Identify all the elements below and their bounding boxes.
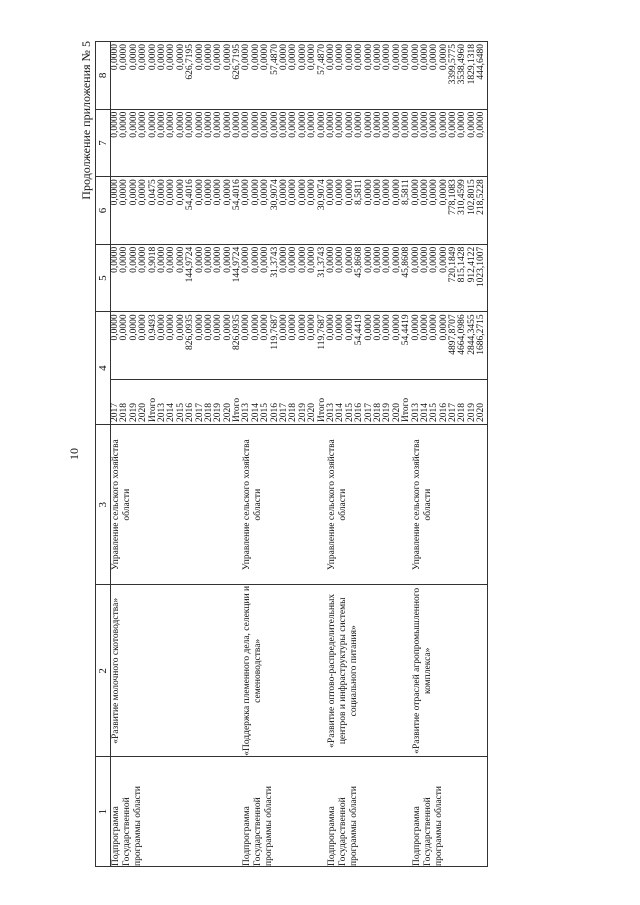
year-cell: 2015 bbox=[429, 402, 440, 422]
value-cell: 0,0000 bbox=[222, 179, 233, 206]
value-cell: 0,0000 bbox=[279, 246, 290, 273]
value-cell: 2844,3455 bbox=[466, 314, 477, 355]
value-cell: 0,0000 bbox=[138, 111, 149, 138]
value-cell: 912,4122 bbox=[466, 246, 477, 283]
value-cell: 0,0000 bbox=[363, 179, 374, 206]
value-cell: 0,0000 bbox=[138, 44, 149, 71]
table-row bbox=[242, 42, 327, 867]
year-cell: 2017 bbox=[194, 402, 205, 422]
value-cell: 0,0000 bbox=[410, 179, 421, 206]
value-cell: 0,0000 bbox=[213, 111, 224, 138]
value-list-c6 bbox=[327, 177, 412, 245]
value-cell: 0,0000 bbox=[213, 246, 224, 273]
value-cell: 0,0000 bbox=[391, 246, 402, 273]
year-cell: 2014 bbox=[250, 402, 261, 422]
year-cell: 2016 bbox=[269, 402, 280, 422]
value-cell: 0,0000 bbox=[156, 179, 167, 206]
value-cell: 0,0000 bbox=[260, 314, 271, 341]
value-cell: 0,0000 bbox=[382, 314, 393, 341]
value-cell: 0,0000 bbox=[429, 179, 440, 206]
value-cell: 0,0000 bbox=[213, 179, 224, 206]
value-cell: 0,0000 bbox=[297, 314, 308, 341]
value-cell: 0,0000 bbox=[128, 179, 139, 206]
year-cell: Итого bbox=[401, 397, 412, 422]
value-cell: 0,0000 bbox=[194, 44, 205, 71]
value-cell: 0,0000 bbox=[372, 44, 383, 71]
value-cell: 0,0000 bbox=[382, 111, 393, 138]
value-cell: 0,0000 bbox=[335, 246, 346, 273]
year-cell: 2019 bbox=[382, 402, 393, 422]
value-cell: 720,1849 bbox=[448, 246, 459, 283]
value-cell: 0,0000 bbox=[110, 314, 120, 341]
value-list-c7 bbox=[412, 109, 488, 177]
value-cell: 0,0000 bbox=[128, 246, 139, 273]
value-cell: 0,0000 bbox=[335, 179, 346, 206]
value-list-c8 bbox=[111, 42, 243, 110]
page-number: 10 bbox=[67, 448, 81, 460]
value-cell: 31,3743 bbox=[316, 246, 327, 278]
value-cell: 0,0000 bbox=[203, 314, 214, 341]
budget-table bbox=[95, 41, 488, 867]
value-cell: 0,0000 bbox=[241, 44, 252, 71]
executor: Управление сельского хозяйства области bbox=[111, 424, 243, 584]
value-cell: 0,0000 bbox=[391, 314, 402, 341]
value-cell: 0,0000 bbox=[260, 111, 271, 138]
value-cell: 0,0000 bbox=[344, 179, 355, 206]
subprogram-name: «Развитие отраслей агропромышленного комплекса» bbox=[412, 585, 488, 757]
value-cell: 0,0000 bbox=[110, 111, 120, 138]
year-list bbox=[242, 379, 327, 424]
year-cell: 2016 bbox=[354, 402, 365, 422]
subprogram-type: Подпрограмма Государственной программы области bbox=[327, 757, 412, 867]
value-cell: 0,0000 bbox=[325, 314, 336, 341]
value-cell: 3399,5775 bbox=[448, 44, 459, 85]
value-cell: 0,0000 bbox=[250, 111, 261, 138]
value-cell: 119,7687 bbox=[269, 314, 280, 350]
value-list-c8 bbox=[242, 42, 327, 110]
value-cell: 0,0000 bbox=[250, 246, 261, 273]
value-cell: 0,9018 bbox=[147, 246, 158, 273]
year-cell: 2014 bbox=[166, 402, 177, 422]
year-cell: 2016 bbox=[438, 402, 449, 422]
table-row bbox=[412, 42, 488, 867]
value-cell: 0,0000 bbox=[213, 314, 224, 341]
value-cell: 0,0000 bbox=[241, 246, 252, 273]
subprogram-name: «Развитие молочного скотоводства» bbox=[111, 585, 243, 757]
value-cell: 45,8608 bbox=[354, 246, 365, 278]
value-list-c5 bbox=[327, 244, 412, 312]
value-cell: 0,0000 bbox=[222, 111, 233, 138]
value-cell: 1686,2715 bbox=[476, 314, 487, 355]
value-cell: 0,0000 bbox=[194, 314, 205, 341]
value-cell: 0,0000 bbox=[429, 111, 440, 138]
value-cell: 0,0000 bbox=[119, 246, 130, 273]
value-cell: 0,0000 bbox=[250, 179, 261, 206]
value-cell: 0,0000 bbox=[156, 246, 167, 273]
value-cell: 0,0000 bbox=[138, 314, 149, 341]
value-list-c4 bbox=[242, 312, 327, 380]
value-cell: 0,9493 bbox=[147, 314, 158, 341]
value-cell: 0,0000 bbox=[363, 44, 374, 71]
value-cell: 0,0000 bbox=[138, 246, 149, 273]
value-cell: 144,9724 bbox=[232, 246, 243, 283]
value-cell: 0,0000 bbox=[363, 246, 374, 273]
value-cell: 0,0000 bbox=[138, 179, 149, 206]
value-cell: 0,0000 bbox=[213, 44, 224, 71]
value-cell: 0,0000 bbox=[316, 111, 327, 138]
value-cell: 0,0000 bbox=[185, 111, 196, 138]
value-cell: 0,0000 bbox=[110, 246, 120, 273]
value-cell: 0,0000 bbox=[194, 179, 205, 206]
value-cell: 0,0000 bbox=[382, 44, 393, 71]
value-cell: 0,0000 bbox=[166, 111, 177, 138]
value-cell: 444,6480 bbox=[476, 44, 487, 80]
value-cell: 778,1083 bbox=[448, 179, 459, 215]
year-cell: 2016 bbox=[185, 402, 196, 422]
value-cell: 0,0000 bbox=[419, 314, 430, 341]
value-cell: 0,0000 bbox=[354, 111, 365, 138]
value-cell: 0,0000 bbox=[429, 44, 440, 71]
value-cell: 0,0000 bbox=[354, 44, 365, 71]
value-cell: 0,0000 bbox=[307, 111, 318, 138]
header-col-4: 4 bbox=[96, 312, 111, 425]
value-cell: 626,7195 bbox=[185, 44, 196, 80]
year-list bbox=[111, 379, 243, 424]
value-cell: 0,0000 bbox=[382, 246, 393, 273]
value-list-c8 bbox=[327, 42, 412, 110]
value-cell: 0,0000 bbox=[410, 44, 421, 71]
value-cell: 0,0000 bbox=[128, 44, 139, 71]
year-list bbox=[327, 379, 412, 424]
value-cell: 57,4870 bbox=[269, 44, 280, 75]
value-cell: 0,0000 bbox=[166, 44, 177, 71]
value-cell: 0,0000 bbox=[307, 179, 318, 206]
value-cell: 0,0000 bbox=[250, 314, 261, 341]
year-cell: 2019 bbox=[466, 402, 477, 422]
value-cell: 0,0000 bbox=[419, 44, 430, 71]
year-cell: Итого bbox=[232, 397, 243, 422]
value-cell: 0,0000 bbox=[203, 111, 214, 138]
year-cell: 2018 bbox=[119, 402, 130, 422]
value-cell: 0,0000 bbox=[279, 314, 290, 341]
value-list-c6 bbox=[111, 177, 243, 245]
executor: Управление сельского хозяйства области bbox=[327, 424, 412, 584]
value-cell: 0,0000 bbox=[128, 111, 139, 138]
value-cell: 0,0000 bbox=[438, 246, 449, 273]
value-cell: 0,0000 bbox=[194, 111, 205, 138]
year-cell: 2013 bbox=[325, 402, 336, 422]
value-cell: 0,0000 bbox=[297, 246, 308, 273]
value-cell: 1023,1007 bbox=[476, 246, 487, 288]
value-cell: 0,0000 bbox=[363, 314, 374, 341]
value-cell: 0,0000 bbox=[419, 111, 430, 138]
value-cell: 0,0000 bbox=[391, 44, 402, 71]
value-cell: 0,0000 bbox=[175, 44, 186, 71]
value-cell: 0,0000 bbox=[110, 44, 120, 71]
value-list-c6 bbox=[242, 177, 327, 245]
value-cell: 0,0000 bbox=[119, 314, 130, 341]
value-cell: 0,0000 bbox=[110, 179, 120, 206]
value-cell: 0,0000 bbox=[391, 179, 402, 206]
value-cell: 0,0000 bbox=[203, 246, 214, 273]
value-cell: 0,0000 bbox=[335, 44, 346, 71]
value-cell: 0,0000 bbox=[382, 179, 393, 206]
year-cell: 2020 bbox=[307, 402, 318, 422]
value-list-c4 bbox=[111, 312, 243, 380]
year-cell: 2017 bbox=[279, 402, 290, 422]
value-cell: 0,0000 bbox=[241, 179, 252, 206]
year-cell: 2020 bbox=[476, 402, 487, 422]
value-cell: 0,0000 bbox=[119, 111, 130, 138]
value-cell: 0,0000 bbox=[241, 111, 252, 138]
value-cell: 0,0000 bbox=[260, 246, 271, 273]
value-cell: 0,0000 bbox=[372, 246, 383, 273]
value-cell: 626,7195 bbox=[232, 44, 243, 80]
value-cell: 45,8608 bbox=[401, 246, 412, 278]
value-cell: 0,0000 bbox=[250, 44, 261, 71]
value-cell: 0,0000 bbox=[222, 44, 233, 71]
year-cell: Итого bbox=[147, 397, 158, 422]
year-cell: 2015 bbox=[175, 402, 186, 422]
value-cell: 4897,8707 bbox=[448, 314, 459, 355]
header-col-5: 5 bbox=[96, 244, 111, 312]
value-cell: 0,0475 bbox=[147, 179, 158, 206]
year-cell: 2015 bbox=[344, 402, 355, 422]
value-cell: 0,0000 bbox=[372, 111, 383, 138]
year-list bbox=[412, 379, 488, 424]
value-cell: 0,0000 bbox=[166, 314, 177, 341]
value-cell: 0,0000 bbox=[344, 44, 355, 71]
year-cell: 2019 bbox=[213, 402, 224, 422]
value-cell: 0,0000 bbox=[372, 314, 383, 341]
header-row bbox=[96, 42, 111, 867]
value-cell: 0,0000 bbox=[222, 246, 233, 273]
value-cell: 0,0000 bbox=[175, 179, 186, 206]
value-list-c5 bbox=[111, 244, 243, 312]
value-cell: 0,0000 bbox=[325, 44, 336, 71]
value-cell: 0,0000 bbox=[344, 111, 355, 138]
header-col-6: 6 bbox=[96, 177, 111, 245]
subprogram-name: «Развитие оптово-распределительных центров и инфраструктуры системы социального питания» bbox=[327, 585, 412, 757]
value-cell: 0,0000 bbox=[297, 111, 308, 138]
value-cell: 119,7687 bbox=[316, 314, 327, 350]
value-list-c7 bbox=[327, 109, 412, 177]
table-row bbox=[327, 42, 412, 867]
value-cell: 0,0000 bbox=[401, 111, 412, 138]
rotated-table-sheet bbox=[65, 41, 573, 867]
value-cell: 0,0000 bbox=[438, 44, 449, 71]
subprogram-type: Подпрограмма Государственной программы области bbox=[412, 757, 488, 867]
value-list-c5 bbox=[242, 244, 327, 312]
year-cell: 2013 bbox=[241, 402, 252, 422]
year-cell: 2019 bbox=[128, 402, 139, 422]
year-cell: 2019 bbox=[297, 402, 308, 422]
value-cell: 0,0000 bbox=[438, 111, 449, 138]
subprogram-type: Подпрограмма Государственной программы области bbox=[111, 757, 243, 867]
table-body bbox=[111, 42, 488, 867]
executor: Управление сельского хозяйства области bbox=[242, 424, 327, 584]
value-cell: 0,0000 bbox=[410, 111, 421, 138]
header-col-7: 7 bbox=[96, 109, 111, 177]
subprogram-type: Подпрограмма Государственной программы области bbox=[242, 757, 327, 867]
value-cell: 0,0000 bbox=[175, 314, 186, 341]
value-cell: 0,0000 bbox=[344, 246, 355, 273]
value-cell: 102,8015 bbox=[466, 179, 477, 215]
value-cell: 57,4870 bbox=[316, 44, 327, 75]
value-cell: 0,0000 bbox=[325, 111, 336, 138]
value-cell: 0,0000 bbox=[119, 179, 130, 206]
value-cell: 0,0000 bbox=[419, 246, 430, 273]
year-cell: 2013 bbox=[156, 402, 167, 422]
value-cell: 8,5811 bbox=[401, 179, 412, 206]
value-cell: 0,0000 bbox=[410, 246, 421, 273]
year-cell: 2020 bbox=[138, 402, 149, 422]
header-col-2: 2 bbox=[96, 585, 111, 757]
value-list-c8 bbox=[412, 42, 488, 110]
value-cell: 218,5228 bbox=[476, 179, 487, 215]
value-cell: 54,4016 bbox=[232, 179, 243, 211]
value-cell: 0,0000 bbox=[363, 111, 374, 138]
value-cell: 0,0000 bbox=[279, 44, 290, 71]
value-list-c6 bbox=[412, 177, 488, 245]
value-cell: 0,0000 bbox=[410, 314, 421, 341]
value-cell: 0,0000 bbox=[288, 246, 299, 273]
value-cell: 0,0000 bbox=[466, 111, 477, 138]
value-cell: 0,0000 bbox=[438, 179, 449, 206]
value-cell: 0,0000 bbox=[166, 179, 177, 206]
year-cell: 2013 bbox=[410, 402, 421, 422]
value-cell: 30,9074 bbox=[269, 179, 280, 211]
value-cell: 0,0000 bbox=[344, 314, 355, 341]
year-cell: 2018 bbox=[288, 402, 299, 422]
value-cell: 0,0000 bbox=[232, 111, 243, 138]
value-cell: 0,0000 bbox=[325, 179, 336, 206]
value-cell: 0,0000 bbox=[429, 314, 440, 341]
executor: Управление сельского хозяйства области bbox=[412, 424, 488, 584]
value-cell: 30,9074 bbox=[316, 179, 327, 211]
value-cell: 0,0000 bbox=[288, 314, 299, 341]
value-cell: 0,0000 bbox=[325, 246, 336, 273]
value-cell: 1829,1318 bbox=[466, 44, 477, 85]
value-cell: 0,0000 bbox=[288, 44, 299, 71]
table-row bbox=[111, 42, 243, 867]
value-cell: 144,9724 bbox=[185, 246, 196, 283]
value-cell: 0,0000 bbox=[476, 111, 487, 138]
value-cell: 31,3743 bbox=[269, 246, 280, 278]
value-list-c7 bbox=[242, 109, 327, 177]
value-cell: 4664,0986 bbox=[457, 314, 468, 355]
year-cell: 2017 bbox=[110, 402, 120, 422]
value-cell: 0,0000 bbox=[401, 44, 412, 71]
year-cell: 2017 bbox=[363, 402, 374, 422]
value-cell: 0,0000 bbox=[419, 179, 430, 206]
continuation-label: Продолжение приложения № 5 bbox=[79, 41, 93, 200]
value-cell: 0,0000 bbox=[288, 179, 299, 206]
year-cell: 2018 bbox=[457, 402, 468, 422]
year-cell: 2018 bbox=[203, 402, 214, 422]
value-cell: 0,0000 bbox=[335, 314, 346, 341]
value-cell: 54,4419 bbox=[401, 314, 412, 346]
value-cell: 54,4016 bbox=[185, 179, 196, 211]
value-cell: 3538,4960 bbox=[457, 44, 468, 85]
header-col-1: 1 bbox=[96, 757, 111, 867]
header-col-8: 8 bbox=[96, 42, 111, 110]
value-cell: 0,0000 bbox=[203, 44, 214, 71]
value-cell: 0,0000 bbox=[175, 111, 186, 138]
value-cell: 815,1428 bbox=[457, 246, 468, 283]
subprogram-name: «Поддержка племенного дела, селекции и семеноводства» bbox=[242, 585, 327, 757]
value-cell: 826,0935 bbox=[232, 314, 243, 350]
value-cell: 0,0000 bbox=[241, 314, 252, 341]
value-cell: 0,0000 bbox=[166, 246, 177, 273]
value-cell: 0,0000 bbox=[279, 179, 290, 206]
year-cell: 2014 bbox=[335, 402, 346, 422]
value-cell: 0,0000 bbox=[307, 246, 318, 273]
year-cell: 2018 bbox=[372, 402, 383, 422]
value-cell: 54,4419 bbox=[354, 314, 365, 346]
value-cell: 310,4599 bbox=[457, 179, 468, 215]
year-cell: 2020 bbox=[222, 402, 233, 422]
value-cell: 0,0000 bbox=[297, 44, 308, 71]
value-cell: 0,0000 bbox=[260, 179, 271, 206]
value-cell: 0,0000 bbox=[156, 44, 167, 71]
value-list-c4 bbox=[412, 312, 488, 380]
value-cell: 0,0000 bbox=[269, 111, 280, 138]
value-cell: 0,0000 bbox=[203, 179, 214, 206]
value-cell: 0,0000 bbox=[288, 111, 299, 138]
value-cell: 0,0000 bbox=[260, 44, 271, 71]
value-cell: 0,0000 bbox=[119, 44, 130, 71]
value-cell: 0,0000 bbox=[297, 179, 308, 206]
year-cell: 2014 bbox=[419, 402, 430, 422]
year-cell: 2017 bbox=[448, 402, 459, 422]
value-cell: 0,0000 bbox=[307, 314, 318, 341]
value-cell: 0,0000 bbox=[372, 179, 383, 206]
value-cell: 0,0000 bbox=[335, 111, 346, 138]
year-cell: 2020 bbox=[391, 402, 402, 422]
value-cell: 0,0000 bbox=[307, 44, 318, 71]
value-cell: 8,5811 bbox=[354, 179, 365, 206]
header-col-3: 3 bbox=[96, 424, 111, 584]
value-cell: 826,0935 bbox=[185, 314, 196, 350]
value-cell: 0,0000 bbox=[194, 246, 205, 273]
value-cell: 0,0000 bbox=[391, 111, 402, 138]
value-cell: 0,0000 bbox=[457, 111, 468, 138]
value-cell: 0,0000 bbox=[156, 314, 167, 341]
value-cell: 0,0000 bbox=[147, 44, 158, 71]
value-cell: 0,0000 bbox=[448, 111, 459, 138]
value-list-c5 bbox=[412, 244, 488, 312]
year-cell: Итого bbox=[316, 397, 327, 422]
year-cell: 2015 bbox=[260, 402, 271, 422]
value-list-c4 bbox=[327, 312, 412, 380]
value-cell: 0,0000 bbox=[279, 111, 290, 138]
value-cell: 0,0000 bbox=[429, 246, 440, 273]
value-list-c7 bbox=[111, 109, 243, 177]
value-cell: 0,0000 bbox=[147, 111, 158, 138]
value-cell: 0,0000 bbox=[128, 314, 139, 341]
value-cell: 0,0000 bbox=[156, 111, 167, 138]
value-cell: 0,0000 bbox=[175, 246, 186, 273]
value-cell: 0,0000 bbox=[438, 314, 449, 341]
value-cell: 0,0000 bbox=[222, 314, 233, 341]
